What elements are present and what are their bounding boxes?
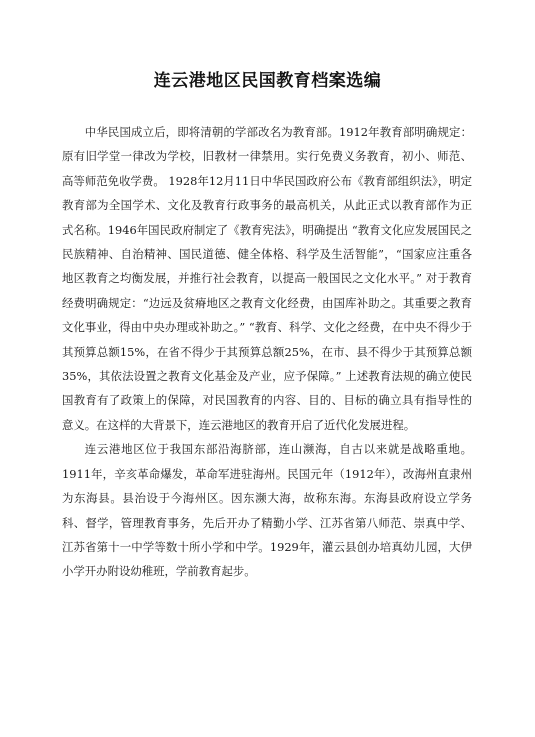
document-body: [62, 120, 472, 584]
document-title: 连云港地区民国教育档案选编: [153, 71, 382, 91]
paragraph: 连云港地区位于我国东部沿海脐部，连山濒海，自古以来就是战略重地。1911年，辛亥革命爆发，革命军进驻海州。民国元年（1912年），改海州直隶州为东海县。县治设于今海州区。因东濒大海，故称东海。东海县政府设立学务科、督学，管理教育事务，先后开办了精勤小学、江苏省第八师范、崇真中学、江苏省第十一中学等数十所小学和中学。1929年，灌云县创办培真幼儿园，大伊小学开办附设幼稚班，学前教育起步。: [62, 442, 472, 579]
paragraph: 中华民国成立后，即将清朝的学部改名为教育部。1912年教育部明确规定：原有旧学堂一律改为学校，旧教材一律禁用。实行免费义务教育，初小、师范、高等师范免收学费。 1928年12月11日中华民国政府公布《教育部组织法》，明定教育部为全国学术、文化及教育行政事务的最高机关，从此正式以教育部作为正式名称。1946年国民政府制定了《教育宪法》，明确提出 “教育文化应发展国民之民族精神、自治精神、国民道德、健全体格、科学及生活智能”，“国家应注重各地区教育之均衡发展，并推行社会教育，以提高一般国民之文化水平。” 对于教育经费明确规定：“边远及贫瘠地区之教育文化经费，由国库补助之。其重要之教育文化事业，得由中央办理或补助之。” “教育、科学、文化之经费，在中央不得少于其预算总额15%，在省不得少于其预算总额25%，在市、县不得少于其预算总额 35%，其依法设置之教育文化基金及产业，应予保障。” 上述教育法规的确立使民国教育有了政策上的保障，对民国教育的内容、目的、目标的确立具有指导性的意义。在这样的大背景下，连云港地区的教育开启了近代化发展进程。: [62, 125, 472, 432]
